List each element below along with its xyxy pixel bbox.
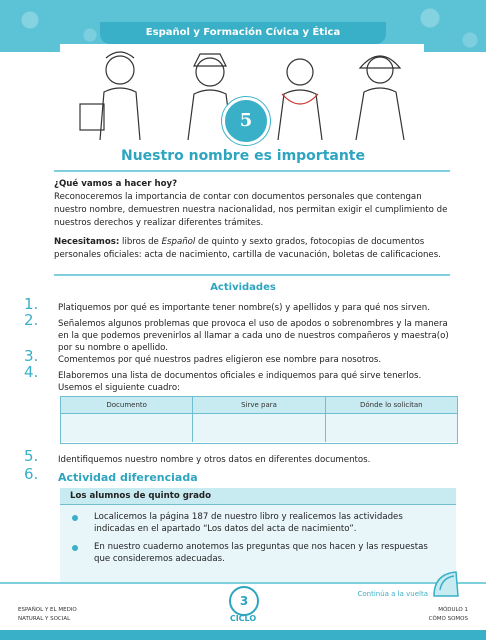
activity-number: 4. — [24, 363, 39, 381]
unit-number-badge: 5 — [222, 97, 270, 145]
activity-item — [24, 363, 464, 394]
table-cell — [192, 414, 324, 442]
activity-number: 5. — [24, 447, 39, 465]
table-header-cell: Documento — [106, 401, 147, 409]
activity-number: 2. — [24, 311, 39, 329]
table-header-cell: Sirve para — [192, 397, 324, 413]
need-italic: Español — [161, 237, 196, 247]
cycle-label: CICLO — [229, 614, 257, 623]
differentiated-activity-title: Actividad diferenciada — [58, 471, 198, 484]
bullet-icon — [72, 515, 78, 521]
page-title: Nuestro nombre es importante — [121, 148, 365, 164]
footer-left-line: NATURAL Y SOCIAL — [18, 616, 71, 622]
need-text-b: de quinto y sexto grados, fotocopias de documentos personales oficiales: acta de nacimiento, cartilla de vacunación, boletas de calificaciones. — [54, 237, 441, 260]
group-heading: Los alumnos de quinto grado — [60, 488, 456, 505]
footer-right-line: MÓDULO 1 — [438, 607, 468, 613]
activity-text: Identifiquemos nuestro nombre y otros datos en diferentes documentos. — [58, 455, 371, 465]
page-turn-icon — [428, 566, 464, 602]
activity-number: 6. — [24, 465, 39, 483]
activity-item — [24, 347, 464, 366]
table-cell — [61, 414, 192, 442]
cycle-badge: 3 — [229, 586, 259, 616]
differentiated-box — [60, 488, 456, 582]
continue-note: Continúa a la vuelta — [357, 590, 428, 598]
documents-table — [60, 396, 458, 444]
activity-item — [24, 311, 464, 354]
footer-module — [429, 606, 468, 624]
bullet-icon — [72, 545, 78, 551]
materials-needed — [54, 236, 450, 262]
activity-item — [24, 447, 464, 466]
activity-item — [24, 465, 464, 484]
list-item — [94, 541, 442, 565]
bottom-rule — [0, 582, 486, 584]
activity-text: Elaboremos una lista de documentos oficiales e indiquemos para qué sirve tenerlos. Usemos el siguiente cuadro: — [58, 371, 422, 393]
list-item — [94, 511, 442, 535]
activity-text: Platiquemos por qué es importante tener nombre(s) y apellidos y para qué nos sirven. — [58, 303, 430, 313]
activity-number: 3. — [24, 347, 39, 365]
footer-band — [0, 630, 486, 640]
need-label: Necesitamos: — [54, 237, 120, 247]
table-header-cell: Dónde lo solicitan — [325, 397, 457, 413]
table-header-row — [61, 397, 457, 414]
intro-text: Reconoceremos la importancia de contar con documentos personales que contengan nuestro nombre, demuestren nuestra nacionalidad, nos permitan exigir el cumplimiento de nuestros derechos y realizar diferentes trámites. — [54, 192, 448, 228]
intro-question: ¿Qué vamos a hacer hoy? — [54, 179, 178, 189]
footer-right-line: CÓMO SOMOS — [428, 616, 468, 622]
list-item-text: Localicemos la página 187 de nuestro libro y realicemos las actividades indicadas en el apartado “Los datos del acta de nacimiento”. — [94, 512, 403, 534]
activities-heading: Actividades — [210, 282, 276, 293]
activity-text: Comentemos por qué nuestros padres eligieron ese nombre para nosotros. — [58, 355, 382, 365]
activity-item — [24, 295, 464, 314]
activity-number: 1. — [24, 295, 39, 313]
list-item-text: En nuestro cuaderno anotemos las preguntas que nos hacen y las respuestas que consideremos adecuadas. — [94, 542, 428, 564]
table-row — [61, 414, 457, 442]
activity-text: Señalemos algunos problemas que provoca el uso de apodos o sobrenombres y la manera en la que podemos prevenirlos al llamar a cada uno de nuestros compañeros y maestra(o) por su nombre o apellido. — [58, 319, 449, 353]
subject-tab: Español y Formación Cívica y Ética — [100, 22, 386, 44]
need-text-a: libros de — [119, 237, 162, 247]
footer-left-line: ESPAÑOL Y EL MEDIO — [18, 607, 77, 613]
table-cell — [325, 414, 457, 442]
